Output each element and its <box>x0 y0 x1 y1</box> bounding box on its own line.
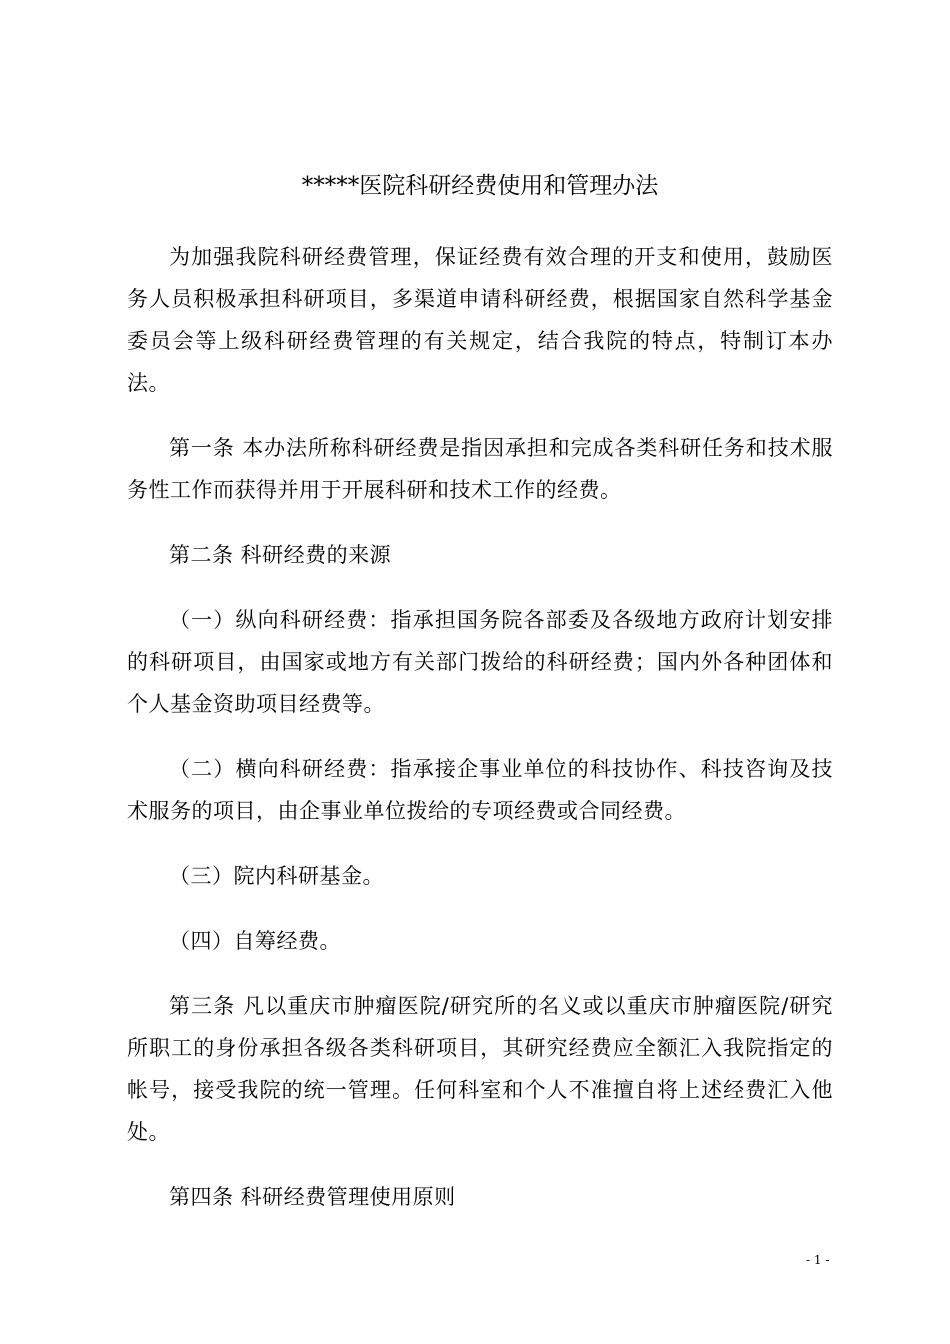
article-2-item-1: （一）纵向科研经费：指承担国务院各部委及各级地方政府计划安排的科研项目，由国家或地方有关部门拨给的科研经费；国内外各种团体和个人基金资助项目经费等。 <box>127 608 833 716</box>
page-number: - 1 - <box>806 1253 830 1267</box>
article-3-paragraph: 第三条 凡以重庆市肿瘤医院/研究所的名义或以重庆市肿瘤医院/研究所职工的身份承担各级各类科研项目，其研究经费应全额汇入我院指定的帐号，接受我院的统一管理。任何科室和个人不准擅自将上述经费汇入他处。 <box>127 994 833 1144</box>
document-body <box>127 170 833 1241</box>
article-2-heading: 第二条 科研经费的来源 <box>169 543 392 567</box>
article-2-item-4: （四）自筹经费。 <box>169 929 341 953</box>
article-1-paragraph: 第一条 本办法所称科研经费是指因承担和完成各类科研任务和技术服务性工作而获得并用于开展科研和技术工作的经费。 <box>127 436 833 502</box>
article-2-item-2: （二）横向科研经费：指承接企事业单位的科技协作、科技咨询及技术服务的项目，由企事业单位拨给的专项经费或合同经费。 <box>127 757 833 823</box>
article-4-heading: 第四条 科研经费管理使用原则 <box>169 1185 456 1209</box>
intro-paragraph: 为加强我院科研经费管理，保证经费有效合理的开支和使用，鼓励医务人员积极承担科研项目，多渠道申请科研经费，根据国家自然科学基金委员会等上级科研经费管理的有关规定，结合我院的特点，特制订本办法。 <box>127 245 833 395</box>
document-title: *****医院科研经费使用和管理办法 <box>301 173 659 199</box>
article-2-item-3: （三）院内科研基金。 <box>169 864 384 888</box>
